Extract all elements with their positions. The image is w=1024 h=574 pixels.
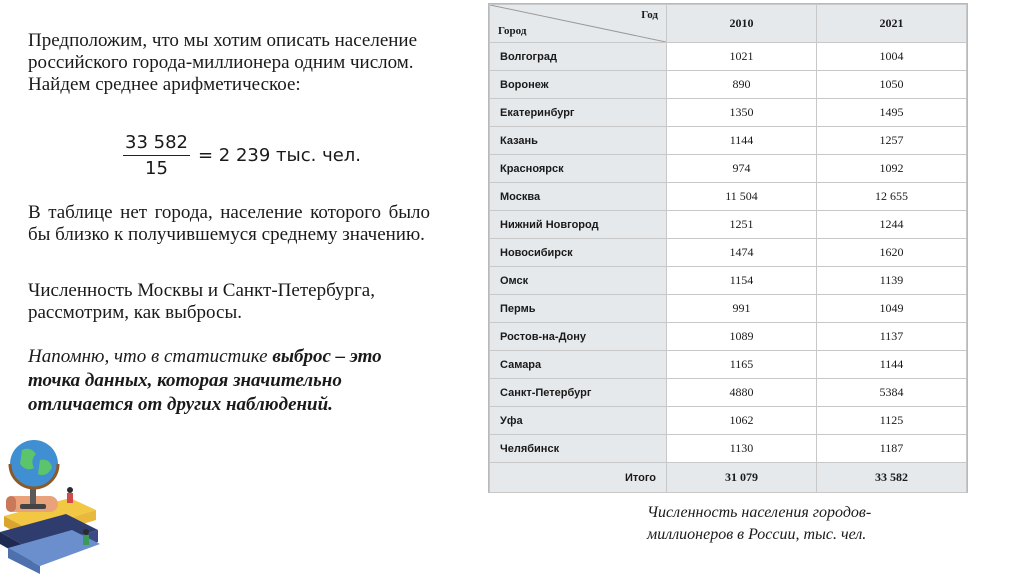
total-row xyxy=(490,463,967,493)
population-2021: 1144 xyxy=(817,351,967,379)
fraction-denominator: 15 xyxy=(145,158,168,179)
population-2021: 1257 xyxy=(817,127,967,155)
table-row xyxy=(490,127,967,155)
population-2010: 1350 xyxy=(667,99,817,127)
city-name: Красноярск xyxy=(490,155,667,183)
population-table xyxy=(489,4,967,493)
outliers-paragraph: Численность Москвы и Санкт-Петербурга, рассмотрим, как выбросы. xyxy=(28,280,375,323)
city-name: Екатеринбург xyxy=(490,99,667,127)
total-2010: 31 079 xyxy=(667,463,817,493)
city-name: Волгоград xyxy=(490,43,667,71)
city-name: Челябинск xyxy=(490,435,667,463)
table-row xyxy=(490,71,967,99)
fraction xyxy=(123,132,190,179)
table-caption: Численность населения городов-миллионеров в России, тыс. чел. xyxy=(647,504,872,543)
table-row xyxy=(490,323,967,351)
table-row xyxy=(490,379,967,407)
population-2021: 1495 xyxy=(817,99,967,127)
population-2010: 1474 xyxy=(667,239,817,267)
population-2021: 1125 xyxy=(817,407,967,435)
table-row xyxy=(490,183,967,211)
population-2021: 1620 xyxy=(817,239,967,267)
population-2010: 1165 xyxy=(667,351,817,379)
header-2010: 2010 xyxy=(667,5,817,43)
population-2010: 4880 xyxy=(667,379,817,407)
table-row xyxy=(490,239,967,267)
header-2021: 2021 xyxy=(817,5,967,43)
intro-paragraph: Предположим, что мы хотим описать население российского города-миллионера одним числом. Найдем среднее арифметическое: xyxy=(28,30,418,95)
table-row xyxy=(490,43,967,71)
population-2010: 974 xyxy=(667,155,817,183)
city-name: Пермь xyxy=(490,295,667,323)
population-2010: 1144 xyxy=(667,127,817,155)
total-label: Итого xyxy=(490,463,667,493)
mean-formula xyxy=(123,132,361,179)
population-table-frame xyxy=(488,3,968,493)
table-row xyxy=(490,211,967,239)
city-name: Казань xyxy=(490,127,667,155)
population-2021: 1049 xyxy=(817,295,967,323)
population-2021: 1187 xyxy=(817,435,967,463)
no-city-paragraph: В таблице нет города, население которого было бы близко к получившемуся среднему значению. xyxy=(28,202,430,245)
city-name: Уфа xyxy=(490,407,667,435)
population-2010: 11 504 xyxy=(667,183,817,211)
population-2021: 1004 xyxy=(817,43,967,71)
population-2010: 1062 xyxy=(667,407,817,435)
city-name: Самара xyxy=(490,351,667,379)
population-2021: 5384 xyxy=(817,379,967,407)
total-2021: 33 582 xyxy=(817,463,967,493)
population-2021: 1050 xyxy=(817,71,967,99)
table-header-row xyxy=(490,5,967,43)
table-row xyxy=(490,435,967,463)
fraction-numerator: 33 582 xyxy=(123,132,190,156)
population-2021: 1092 xyxy=(817,155,967,183)
population-2010: 991 xyxy=(667,295,817,323)
formula-result: = 2 239 тыс. чел. xyxy=(197,145,362,166)
population-2010: 1021 xyxy=(667,43,817,71)
table-row xyxy=(490,155,967,183)
city-name: Санкт-Петербург xyxy=(490,379,667,407)
header-city-label: Город xyxy=(498,25,527,37)
population-2010: 1130 xyxy=(667,435,817,463)
header-diagonal-cell xyxy=(490,5,667,43)
table-row xyxy=(490,99,967,127)
header-year-label: Год xyxy=(641,9,658,21)
table-row xyxy=(490,267,967,295)
population-2021: 1139 xyxy=(817,267,967,295)
globe-books-icon xyxy=(0,420,110,574)
population-2010: 1089 xyxy=(667,323,817,351)
city-name: Омск xyxy=(490,267,667,295)
table-row xyxy=(490,407,967,435)
table-body xyxy=(490,43,967,463)
city-name: Новосибирск xyxy=(490,239,667,267)
population-2021: 1137 xyxy=(817,323,967,351)
population-2010: 1154 xyxy=(667,267,817,295)
population-2021: 12 655 xyxy=(817,183,967,211)
table-row xyxy=(490,295,967,323)
city-name: Ростов-на-Дону xyxy=(490,323,667,351)
city-name: Воронеж xyxy=(490,71,667,99)
population-2010: 890 xyxy=(667,71,817,99)
table-row xyxy=(490,351,967,379)
population-2021: 1244 xyxy=(817,211,967,239)
reminder-paragraph xyxy=(28,345,433,417)
population-2010: 1251 xyxy=(667,211,817,239)
reminder-start: Напомню, что в статистике xyxy=(28,346,273,367)
city-name: Москва xyxy=(490,183,667,211)
city-name: Нижний Новгород xyxy=(490,211,667,239)
reminder-bold: выброс – это точка данных, которая значительно отличается от других наблюдений. xyxy=(28,346,382,415)
